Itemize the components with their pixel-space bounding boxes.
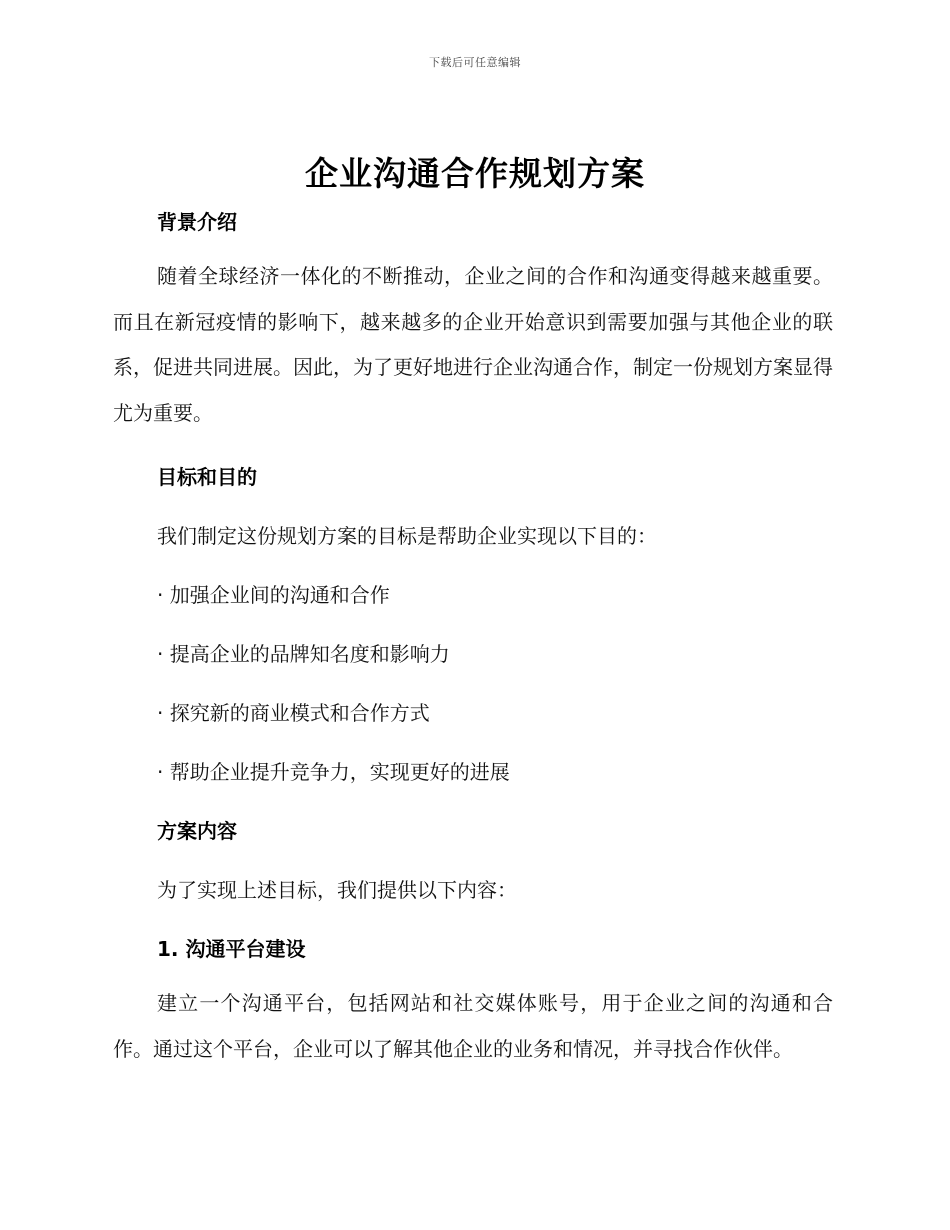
goal-item: · 探究新的商业模式和合作方式 [157, 701, 430, 725]
document-title: 企业沟通合作规划方案 [305, 154, 645, 193]
platform-paragraph: 建立一个沟通平台，包括网站和社交媒体账号，用于企业之间的沟通和合作。通过这个平台，企业可以了解其他企业的业务和情况，并寻找合作伙伴。 [113, 991, 833, 1061]
goal-item: · 提高企业的品牌知名度和影响力 [157, 642, 450, 666]
plan-intro: 为了实现上述目标，我们提供以下内容： [157, 878, 517, 902]
page-header-note: 下载后可任意编辑 [429, 56, 521, 69]
document-body [113, 204, 833, 1072]
goal-item: · 帮助企业提升竞争力，实现更好的进展 [157, 760, 510, 784]
background-paragraph: 随着全球经济一体化的不断推动，企业之间的合作和沟通变得越来越重要。而且在新冠疫情的影响下，越来越多的企业开始意识到需要加强与其他企业的联系，促进共同进展。因此，为了更好地进行企业沟通合作，制定一份规划方案显得尤为重要。 [113, 264, 833, 425]
section-heading-plan: 方案内容 [157, 819, 237, 843]
subsection-heading-platform: 1. 沟通平台建设 [157, 937, 306, 961]
section-heading-background: 背景介绍 [157, 210, 237, 234]
goals-intro: 我们制定这份规划方案的目标是帮助企业实现以下目的： [157, 524, 657, 548]
section-heading-goals: 目标和目的 [157, 465, 257, 489]
goal-item: · 加强企业间的沟通和合作 [157, 583, 390, 607]
